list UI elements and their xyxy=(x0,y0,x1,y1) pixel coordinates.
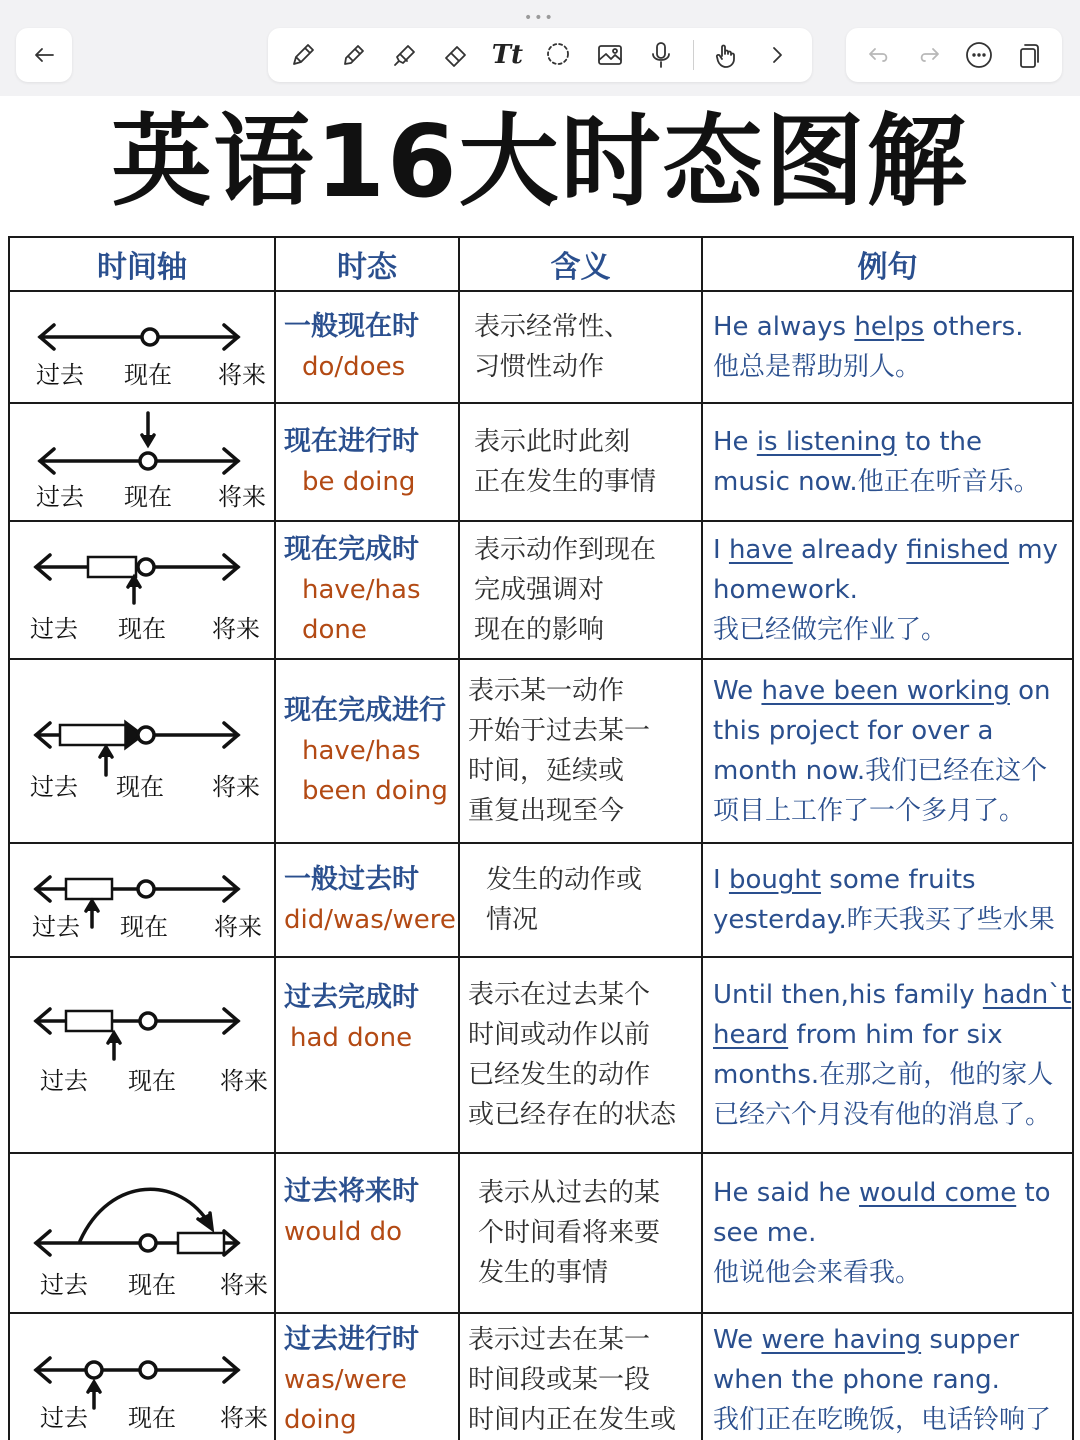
timeline-diagram xyxy=(10,1314,272,1440)
header-tense: 时态 xyxy=(275,237,459,291)
example-english-line2: when the phone rang. xyxy=(713,1365,1000,1395)
tense-cell xyxy=(275,1153,459,1313)
timeline-cell xyxy=(9,659,275,843)
meaning-cell: 表示在过去某个 时间或动作以前 已经发生的动作 或已经存在的状态 xyxy=(459,957,702,1153)
table-row xyxy=(9,403,1073,521)
table-row xyxy=(9,843,1073,957)
example-english-line2: this project for over a xyxy=(713,716,994,746)
timeline-cell xyxy=(9,291,275,403)
microphone-icon[interactable] xyxy=(642,36,680,74)
example-cell xyxy=(702,1313,1073,1440)
tense-name: 一般过去时 xyxy=(284,864,419,895)
chevron-right-icon[interactable] xyxy=(758,36,796,74)
axis-label-future: 将来 xyxy=(220,1271,268,1299)
tense-name: 现在进行时 xyxy=(284,426,419,457)
tense-name: 现在完成进行 xyxy=(284,695,446,726)
meaning-cell: 表示过去在某一 时间段或某一段 时间内正在发生或 xyxy=(459,1313,702,1440)
example-english: I bought some fruits xyxy=(713,865,976,895)
example-english: He is listening to the xyxy=(713,427,983,457)
example-english-line2: music now.他正在听音乐。 xyxy=(713,467,1040,497)
timeline-diagram xyxy=(10,959,272,1151)
more-icon[interactable] xyxy=(960,36,998,74)
meaning-cell: 表示经常性、 习惯性动作 xyxy=(459,291,702,403)
axis-label-now: 现在 xyxy=(116,773,164,801)
drawing-tools xyxy=(268,28,812,82)
example-cell xyxy=(702,843,1073,957)
tense-form: have/has been doing xyxy=(302,736,448,806)
timeline-cell xyxy=(9,957,275,1153)
meaning-cell: 表示从过去的某 个时间看将来要 发生的事情 xyxy=(459,1153,702,1313)
top-toolbar xyxy=(0,0,1080,96)
meaning-cell: 表示动作到现在 完成强调对 现在的影响 xyxy=(459,521,702,659)
timeline-diagram xyxy=(10,293,272,401)
axis-label-past: 过去 xyxy=(40,1404,88,1432)
back-arrow-icon xyxy=(25,36,63,74)
table-header-row xyxy=(9,237,1073,291)
example-chinese: 我已经做完作业了。 xyxy=(713,615,948,645)
example-english-line2: see me. xyxy=(713,1218,817,1248)
axis-label-now: 现在 xyxy=(120,913,168,941)
timeline-cell xyxy=(9,1313,275,1440)
tense-form: be doing xyxy=(302,467,416,497)
redo-icon[interactable] xyxy=(910,36,948,74)
example-chinese: 已经六个月没有他的消息了。 xyxy=(713,1100,1052,1130)
axis-label-now: 现在 xyxy=(128,1271,176,1299)
axis-label-now: 现在 xyxy=(118,615,166,643)
example-chinese: 我们正在吃晚饭，电话铃响了 xyxy=(713,1405,1052,1435)
timeline-diagram xyxy=(10,1155,272,1311)
axis-label-past: 过去 xyxy=(30,773,78,801)
tense-form: have/has done xyxy=(302,575,421,645)
timeline-diagram xyxy=(10,661,272,841)
example-cell xyxy=(702,1153,1073,1313)
axis-label-future: 将来 xyxy=(212,773,260,801)
toolbar-divider xyxy=(693,40,694,70)
example-english: He said he would come to xyxy=(713,1178,1051,1208)
meaning-cell: 表示某一动作 开始于过去某一 时间，延续或 重复出现至今 xyxy=(459,659,702,843)
tense-name: 过去完成时 xyxy=(284,982,419,1013)
timeline-cell xyxy=(9,843,275,957)
marker-icon[interactable] xyxy=(386,36,424,74)
example-english: We were having supper xyxy=(713,1325,1020,1355)
axis-label-future: 将来 xyxy=(218,361,266,389)
timeline-diagram xyxy=(10,405,272,519)
example-chinese: 他说他会来看我。 xyxy=(713,1258,922,1288)
example-english: We have been working on xyxy=(713,676,1051,706)
lasso-icon[interactable] xyxy=(539,36,577,74)
tense-cell xyxy=(275,843,459,957)
page-title: 英语16大时态图解 xyxy=(111,103,969,220)
eraser-icon[interactable] xyxy=(437,36,475,74)
axis-label-past: 过去 xyxy=(40,1067,88,1095)
example-english-line2: months.在那之前，他的家人 xyxy=(713,1060,1054,1090)
header-meaning: 含义 xyxy=(459,237,702,291)
example-cell xyxy=(702,521,1073,659)
tense-table xyxy=(8,236,1074,1440)
example-chinese: 项目上工作了一个多月了。 xyxy=(713,796,1026,826)
axis-label-past: 过去 xyxy=(32,913,80,941)
tense-form: would do xyxy=(284,1217,403,1247)
header-example: 例句 xyxy=(702,237,1073,291)
tense-name: 一般现在时 xyxy=(284,311,419,342)
tense-name: 过去进行时 xyxy=(284,1324,419,1355)
axis-label-past: 过去 xyxy=(36,361,84,389)
tense-cell xyxy=(275,957,459,1153)
example-english-line2: homework. xyxy=(713,575,858,605)
axis-label-future: 将来 xyxy=(220,1404,268,1432)
example-english-line1b: heard from him for six xyxy=(713,1020,1003,1050)
table-row xyxy=(9,659,1073,843)
table-row xyxy=(9,521,1073,659)
tense-cell xyxy=(275,659,459,843)
timeline-cell xyxy=(9,1153,275,1313)
hand-touch-icon[interactable] xyxy=(707,36,745,74)
tense-cell xyxy=(275,403,459,521)
axis-label-now: 现在 xyxy=(128,1067,176,1095)
tense-cell xyxy=(275,521,459,659)
tense-form: had done xyxy=(290,1023,413,1053)
timeline-diagram xyxy=(10,845,272,955)
example-cell xyxy=(702,403,1073,521)
example-cell xyxy=(702,291,1073,403)
axis-label-future: 将来 xyxy=(218,483,266,511)
pages-icon[interactable] xyxy=(1010,36,1048,74)
tense-form: was/were doing xyxy=(284,1365,407,1435)
tense-cell xyxy=(275,291,459,403)
meaning-cell: 表示此时此刻 正在发生的事情 xyxy=(459,403,702,521)
example-cell xyxy=(702,957,1073,1153)
document-actions xyxy=(846,28,1062,82)
timeline-cell xyxy=(9,403,275,521)
axis-label-past: 过去 xyxy=(30,615,78,643)
axis-label-now: 现在 xyxy=(124,483,172,511)
axis-label-future: 将来 xyxy=(214,913,262,941)
table-row xyxy=(9,1313,1073,1440)
tense-name: 现在完成时 xyxy=(284,534,419,565)
example-english-line3: month now.我们已经在这个 xyxy=(713,756,1048,786)
example-chinese: 他总是帮助别人。 xyxy=(713,352,922,382)
axis-label-now: 现在 xyxy=(128,1404,176,1432)
undo-icon[interactable] xyxy=(860,36,898,74)
axis-label-past: 过去 xyxy=(36,483,84,511)
tense-form: did/was/were xyxy=(284,905,456,935)
example-english: He always helps others. xyxy=(713,312,1024,342)
image-icon[interactable] xyxy=(591,36,629,74)
axis-label-future: 将来 xyxy=(220,1067,268,1095)
example-english: I have already finished my xyxy=(713,535,1058,565)
table-row xyxy=(9,957,1073,1153)
back-button[interactable] xyxy=(16,28,72,82)
example-cell xyxy=(702,659,1073,843)
table-row xyxy=(9,291,1073,403)
text-icon[interactable]: Tt xyxy=(491,40,524,70)
pen-icon[interactable] xyxy=(284,36,322,74)
timeline-diagram xyxy=(10,523,272,657)
axis-label-now: 现在 xyxy=(124,361,172,389)
tense-form: do/does xyxy=(302,352,406,382)
example-english: Until then,his family hadn`t xyxy=(713,980,1072,1010)
table-row xyxy=(9,1153,1073,1313)
example-english-line2: yesterday.昨天我买了些水果 xyxy=(713,905,1055,935)
header-timeline: 时间轴 xyxy=(9,237,275,291)
drag-grip-icon[interactable]: ••• xyxy=(524,10,555,26)
timeline-cell xyxy=(9,521,275,659)
tense-name: 过去将来时 xyxy=(284,1176,419,1207)
axis-label-future: 将来 xyxy=(212,615,260,643)
axis-label-past: 过去 xyxy=(40,1271,88,1299)
tense-cell xyxy=(275,1313,459,1440)
pencil-icon[interactable] xyxy=(335,36,373,74)
meaning-cell: 发生的动作或 情况 xyxy=(459,843,702,957)
